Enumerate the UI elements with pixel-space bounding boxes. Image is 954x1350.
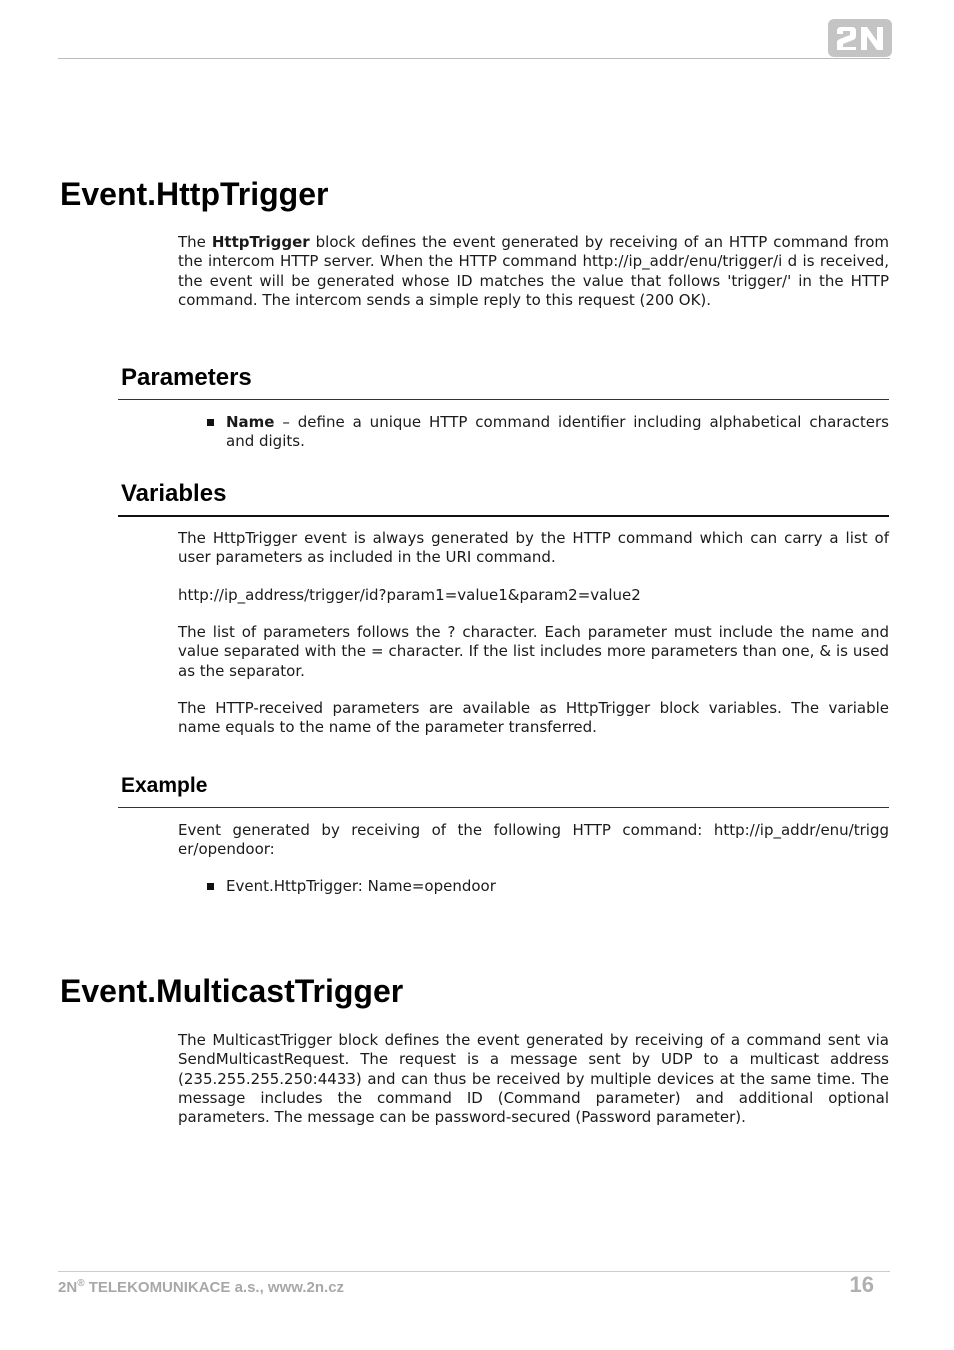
header-divider: [58, 58, 890, 59]
variables-paragraph-2: The list of parameters follows the ? character. Each parameter must include the name and value separated with the = character. If the list includes more parameters than one, & is used as the separator.: [178, 623, 889, 680]
bullet-square-icon: [207, 419, 214, 426]
example-heading: Example: [121, 774, 208, 797]
multicasttrigger-intro: The MulticastTrigger block defines the event generated by receiving of a command sent via SendMulticastRequest. The request is a message sent by UDP to a multicast address (235.255.255.250:4433) and can thus be received by multiple devices at the same time. The message includes the command ID (Command parameter) and additional optional parameters. The message can be password-secured (Password parameter).: [178, 1031, 889, 1127]
parameters-heading: Parameters: [121, 364, 252, 391]
intro-text-rest: block defines the event generated by receiving of an HTTP command from the intercom HTTP server. When the HTTP command http://ip_addr/enu/trigger/i d is received, the event will be generated whose ID matches the value that follows 'trigger/' in the HTTP command. The intercom sends a simple reply to this request (200 OK).: [178, 233, 889, 309]
intro-bold-term: HttpTrigger: [211, 233, 310, 251]
bullet-square-icon: [207, 883, 214, 890]
registered-mark: ®: [77, 1278, 85, 1289]
2n-logo-icon: [828, 19, 892, 57]
example-item-text: Event.HttpTrigger: Name=opendoor: [226, 877, 496, 895]
footer-brand: 2N: [58, 1279, 78, 1296]
parameter-description: – define a unique HTTP command identifier including alphabetical characters and digits.: [226, 413, 889, 451]
parameter-item-name: [207, 413, 889, 452]
parameter-text: [226, 413, 889, 452]
parameters-rule: [118, 399, 889, 400]
parameter-name: Name: [226, 413, 275, 431]
footer-divider: [58, 1271, 890, 1272]
variables-rule: [118, 515, 889, 517]
section-title-multicasttrigger: Event.MulticastTrigger: [60, 973, 404, 1009]
example-rule: [118, 807, 889, 808]
section-title-httptrigger: Event.HttpTrigger: [60, 176, 329, 212]
variables-url: http://ip_address/trigger/id?param1=value1&param2=value2: [178, 586, 641, 604]
example-paragraph: Event generated by receiving of the following HTTP command: http://ip_addr/enu/trigg er/opendoor:: [178, 821, 889, 859]
footer-company: [58, 1278, 344, 1296]
footer-company-text: TELEKOMUNIKACE a.s., www.2n.cz: [84, 1279, 345, 1296]
example-item: [207, 877, 889, 896]
page-number: 16: [849, 1272, 874, 1297]
variables-heading: Variables: [121, 480, 227, 507]
intro-text-start: The: [178, 233, 212, 251]
variables-paragraph-3: The HTTP-received parameters are available as HttpTrigger block variables. The variable name equals to the name of the parameter transferred.: [178, 699, 889, 737]
variables-paragraph-1: The HttpTrigger event is always generated by the HTTP command which can carry a list of user parameters as included in the URI command.: [178, 529, 889, 567]
httptrigger-intro: [178, 233, 889, 310]
